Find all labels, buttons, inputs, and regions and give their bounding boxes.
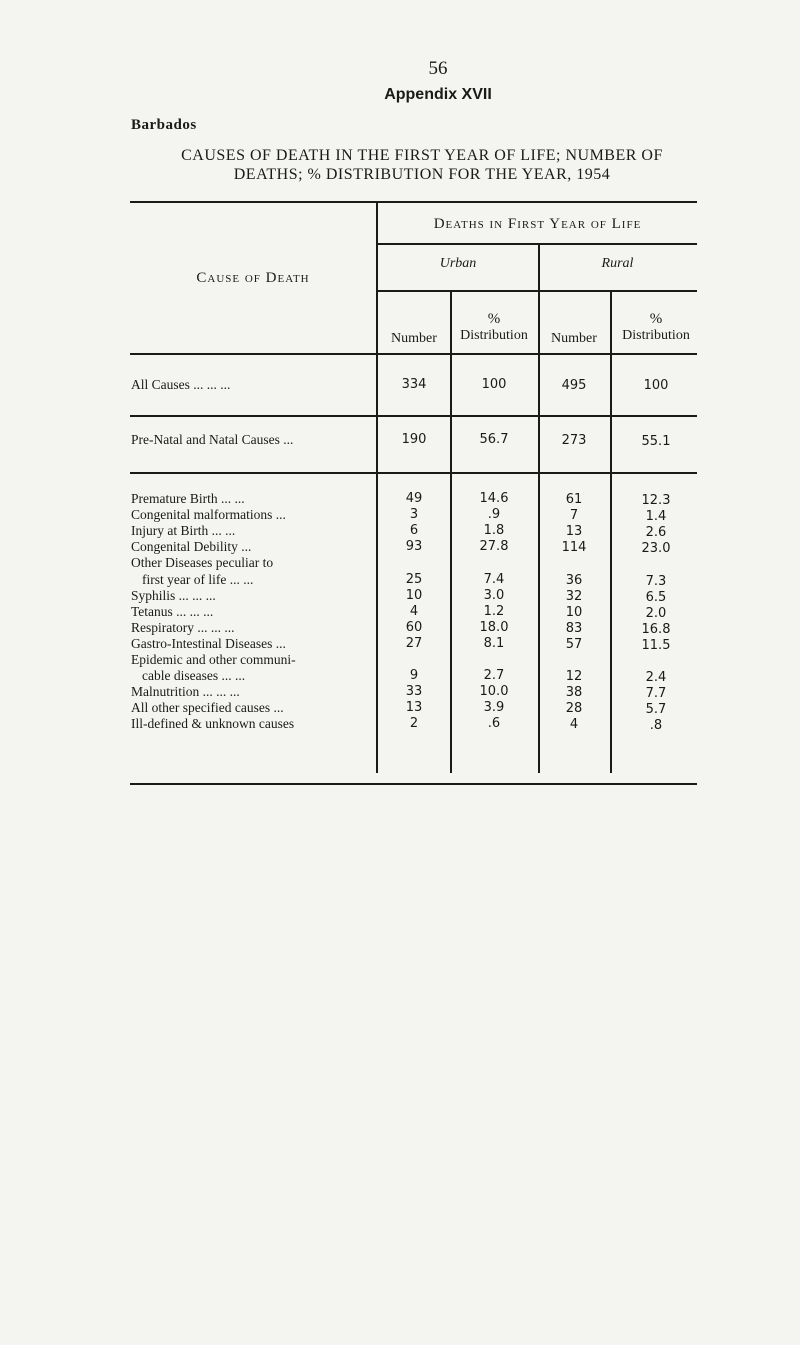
urban-pct-cell: 1.8 [483, 523, 505, 539]
table-top-rule [130, 201, 697, 203]
urban-pct-cell: 100 [481, 377, 507, 392]
rural-number-cell: 36 [565, 572, 583, 588]
rural-pct-cell: 6.5 [645, 589, 667, 605]
row-label: Gastro-Intestinal Diseases ... [131, 635, 286, 651]
rural-number-cell: 57 [565, 636, 583, 652]
urban-pct-cell: 14.6 [479, 491, 509, 506]
urban-number-cell: 49 [405, 491, 423, 506]
row-label: Injury at Birth ... ... [131, 523, 236, 539]
row-label: Other Diseases peculiar to [131, 555, 274, 571]
rural-number-cell: 4 [569, 717, 579, 733]
rural-number-cell: 273 [561, 433, 587, 448]
header-rural: Rural [601, 256, 634, 271]
urban-number-cell: 3 [409, 507, 419, 523]
urban-pct-cell: 3.0 [483, 587, 505, 603]
row-label: All other specified causes ... [131, 700, 284, 716]
urban-number-cell: 33 [405, 684, 423, 700]
rural-number-cell: 7 [569, 508, 579, 524]
rural-number-cell: 38 [565, 685, 583, 701]
header-bottom-rule [130, 353, 697, 355]
urban-pct-cell: 7.4 [483, 571, 505, 587]
rural-pct-cell: 5.7 [645, 702, 667, 718]
rural-pct-cell: 11.5 [641, 637, 671, 653]
row-label: Congenital malformations ... [131, 507, 286, 523]
rural-pct-cell: 12.3 [641, 493, 671, 508]
urban-number-cell: 93 [405, 539, 423, 555]
urban-number-cell: 190 [401, 432, 427, 447]
rural-pct-cell: 7.3 [645, 573, 667, 589]
rural-number-cell: 12 [565, 669, 583, 685]
table-title-line-2: DEATHS; % DISTRIBUTION FOR THE YEAR, 1954 [233, 166, 611, 183]
rural-pct-cell: 23.0 [641, 541, 671, 557]
rural-pct-cell: 7.7 [645, 686, 667, 702]
urban-number-cell: 334 [401, 377, 427, 392]
appendix-title: Appendix XVII [384, 86, 492, 103]
rural-pct-cell: .8 [649, 718, 663, 734]
urban-pct-cell: 2.7 [483, 668, 505, 684]
row-label: Congenital Debility ... [131, 539, 252, 555]
urban-pct-cell: 8.1 [483, 635, 505, 651]
rural-number-cell: 28 [565, 701, 583, 717]
header-deaths-first-year: Deaths in First Year of Life [433, 216, 642, 232]
urban-number-cell: 6 [409, 523, 419, 539]
all-causes-rule [130, 415, 697, 417]
urban-number-cell: 4 [409, 603, 419, 619]
header-urban-number: Number [391, 331, 437, 346]
rural-pct-cell: 2.6 [645, 525, 667, 541]
header-rural-distribution: Distribution [622, 328, 690, 343]
rural-pct-cell: 2.0 [645, 605, 667, 621]
urban-pct-cell: 10.0 [479, 684, 509, 700]
rural-number-cell: 10 [565, 604, 583, 620]
header-urban-pct-symbol: % [487, 311, 501, 327]
header-rural-pct-symbol: % [649, 311, 663, 327]
row-label: Malnutrition ... ... ... [131, 684, 240, 700]
rural-number-cell: 114 [561, 540, 587, 556]
row-label: Respiratory ... ... ... [131, 619, 235, 635]
country-heading: Barbados [131, 117, 197, 133]
row-label: Epidemic and other communi- [131, 652, 296, 667]
row-label: Pre-Natal and Natal Causes ... [131, 432, 294, 447]
rural-pct-cell: 1.4 [645, 509, 667, 525]
rural-number-cell: 495 [561, 378, 587, 393]
urban-pct-cell: .9 [487, 507, 501, 523]
row-label: All Causes ... ... ... [131, 377, 231, 392]
natal-causes-rule [130, 472, 697, 474]
header-rural-number: Number [551, 331, 597, 346]
urban-pct-cell: 56.7 [479, 432, 509, 447]
urban-pct-cell: .6 [487, 716, 501, 732]
table-title-line-1: CAUSES OF DEATH IN THE FIRST YEAR OF LIFE; NUMBER OF [181, 147, 663, 164]
page-number: 56 [428, 58, 448, 79]
urban-number-cell: 2 [409, 716, 419, 732]
header-urban: Urban [439, 256, 477, 271]
urban-pct-cell: 18.0 [479, 619, 509, 635]
rural-pct-cell: 2.4 [645, 670, 667, 686]
row-label-continued: first year of life ... ... [142, 571, 254, 587]
row-label: Syphilis ... ... ... [131, 587, 216, 603]
urban-number-cell: 13 [405, 700, 423, 716]
rural-pct-cell: 100 [643, 378, 669, 393]
row-label: Premature Birth ... ... [131, 491, 245, 506]
urban-number-cell: 60 [405, 619, 423, 635]
urban-pct-cell: 1.2 [483, 603, 505, 619]
rural-number-cell: 83 [565, 620, 583, 636]
urban-pct-cell: 27.8 [479, 539, 509, 555]
header-cause-of-death: Cause of Death [196, 270, 310, 286]
row-label: Tetanus ... ... ... [131, 603, 214, 619]
rural-number-cell: 61 [565, 492, 583, 507]
rural-pct-cell: 16.8 [641, 621, 671, 637]
urban-number-cell: 27 [405, 635, 423, 651]
urban-number-cell: 25 [405, 571, 423, 587]
header-urban-distribution: Distribution [460, 328, 528, 343]
rural-number-cell: 32 [565, 588, 583, 604]
rural-pct-cell: 55.1 [641, 434, 671, 449]
row-label: Ill-defined & unknown causes [131, 716, 295, 732]
table-bottom-rule [130, 783, 697, 785]
urban-number-cell: 9 [409, 668, 419, 684]
urban-number-cell: 10 [405, 587, 423, 603]
urban-pct-cell: 3.9 [483, 700, 505, 716]
rural-number-cell: 13 [565, 524, 583, 540]
row-label-continued: cable diseases ... ... [142, 668, 246, 684]
